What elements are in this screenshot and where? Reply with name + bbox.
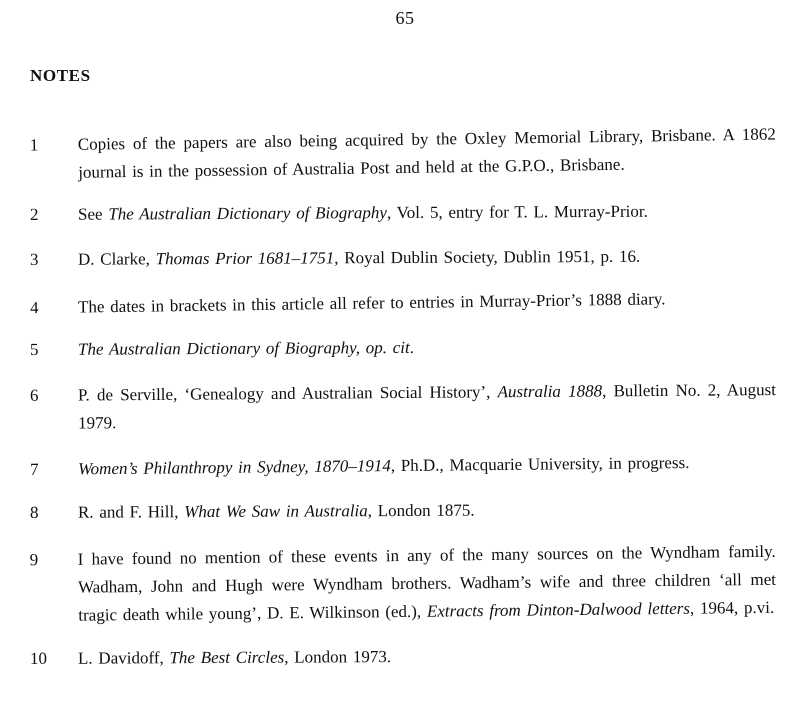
note-item: [30, 641, 776, 673]
note-text-italic-segment: Extracts from Dinton-Dalwood letters: [426, 598, 691, 621]
note-item: [30, 120, 777, 187]
page-number: 65: [395, 8, 415, 28]
note-number: 5: [29, 339, 39, 359]
note-text-segment: , Royal Dublin Society, Dublin 1951, p. 16.: [334, 246, 641, 268]
notes-list: [30, 126, 776, 688]
note-text-segment: , Vol. 5, entry for T. L. Murray-Prior.: [386, 201, 648, 223]
note-text-italic-segment: The Australian Dictionary of Biography, op. cit: [77, 337, 410, 359]
note-item: [30, 332, 776, 364]
note-text: [78, 495, 776, 527]
note-text: [78, 284, 776, 322]
note-text-segment: , 1964, p.vi.: [689, 597, 775, 618]
note-item: [30, 376, 776, 438]
note-text: [78, 448, 776, 483]
note-text: [78, 197, 776, 229]
note-number: 7: [29, 459, 39, 479]
note-text-segment: D. Clarke,: [77, 249, 156, 269]
note-text-italic-segment: Women’s Philanthropy in Sydney, 1870–1914: [77, 456, 391, 479]
page-title: NOTES: [30, 66, 91, 85]
note-text-segment: I have found no mention of these events in any of the many sources on the Wyndham family. Wadham, John and Hugh were Wyndham brothers. Wadham’s wife and three children ‘all met tragic death while young’, D. E. Wilkinson (ed.),: [77, 541, 777, 625]
note-text: [78, 120, 777, 186]
note-number: 10: [29, 648, 48, 668]
note-text-segment: The dates in brackets in this article all refer to entries in Murray-Prior’s 1888 diary.: [77, 289, 666, 317]
note-text: [78, 332, 776, 364]
note-text: [78, 376, 776, 437]
note-text-segment: , London 1973.: [284, 647, 392, 667]
note-number: 8: [29, 502, 39, 522]
note-text: [78, 538, 777, 630]
note-text-segment: .: [409, 337, 414, 357]
note-text-italic-segment: The Australian Dictionary of Biography: [108, 203, 387, 224]
note-text: [78, 242, 776, 274]
note-text-italic-segment: The Best Circles: [169, 647, 285, 668]
note-number: 2: [29, 204, 39, 224]
note-number: 6: [29, 385, 39, 405]
note-text: [78, 641, 776, 673]
note-text-segment: , Bulletin No. 2, August 1979.: [78, 380, 776, 433]
note-item: [30, 284, 776, 322]
note-item: [30, 538, 777, 630]
note-number: 3: [29, 249, 39, 269]
note-text-segment: Copies of the papers are also being acquired by the Oxley Memorial Library, Brisbane. A 1862 journal is in the possession of Australia Post and held at the G.P.O., Brisbane.: [77, 124, 776, 182]
note-text-segment: L. Davidoff,: [77, 648, 170, 668]
note-item: [30, 242, 776, 274]
note-text-segment: See: [77, 204, 109, 224]
note-text-segment: , Ph.D., Macquarie University, in progress.: [390, 453, 690, 476]
note-text-italic-segment: What We Saw in Australia: [184, 501, 368, 522]
note-text-italic-segment: Thomas Prior 1681–1751: [155, 248, 335, 269]
note-number: 9: [29, 550, 39, 570]
note-item: [30, 197, 776, 229]
note-text-segment: , London 1875.: [367, 500, 475, 521]
note-text-segment: R. and F. Hill,: [77, 502, 185, 522]
note-item: [30, 495, 776, 527]
note-text-segment: P. de Serville, ‘Genealogy and Australian Social History’,: [77, 382, 498, 405]
note-number: 1: [29, 135, 39, 155]
note-number: 4: [29, 298, 39, 318]
note-item: [30, 448, 776, 484]
note-text-italic-segment: Australia 1888: [497, 381, 603, 402]
